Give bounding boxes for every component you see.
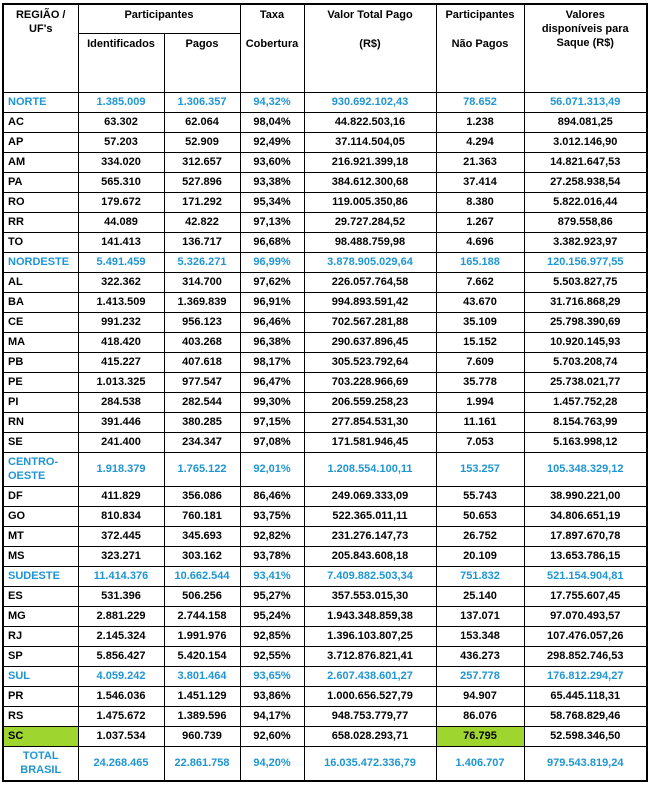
valores-saque-cell: 27.258.938,54 xyxy=(524,173,647,193)
taxa-cobertura-cell: 94,17% xyxy=(240,707,304,727)
valores-saque-cell: 25.738.021,77 xyxy=(524,373,647,393)
table-row xyxy=(3,173,647,193)
region-uf-cell: BA xyxy=(3,293,78,313)
identificados-cell: 11.414.376 xyxy=(78,567,164,587)
header-participantes-nao-pagos xyxy=(436,4,524,93)
taxa-cobertura-cell: 96,99% xyxy=(240,253,304,273)
valores-saque-cell: 879.558,86 xyxy=(524,213,647,233)
nao-pagos-cell: 1.267 xyxy=(436,213,524,233)
identificados-cell: 531.396 xyxy=(78,587,164,607)
header-valor-line1: Valor Total Pago xyxy=(327,9,413,21)
valores-saque-cell: 31.716.868,29 xyxy=(524,293,647,313)
valores-saque-cell: 52.598.346,50 xyxy=(524,727,647,747)
region-uf-cell: MS xyxy=(3,547,78,567)
nao-pagos-cell: 37.414 xyxy=(436,173,524,193)
nao-pagos-cell: 76.795 xyxy=(436,727,524,747)
table-row xyxy=(3,453,647,487)
pagos-cell: 10.662.544 xyxy=(164,567,240,587)
identificados-cell: 5.856.427 xyxy=(78,647,164,667)
pagos-cell: 42.822 xyxy=(164,213,240,233)
valores-saque-cell: 17.755.607,45 xyxy=(524,587,647,607)
valor-total-pago-cell: 1.943.348.859,38 xyxy=(304,607,436,627)
taxa-cobertura-cell: 95,27% xyxy=(240,587,304,607)
table-row xyxy=(3,547,647,567)
table-body xyxy=(3,93,647,782)
valores-saque-cell: 5.822.016,44 xyxy=(524,193,647,213)
valor-total-pago-cell: 1.208.554.100,11 xyxy=(304,453,436,487)
header-saque-line1: Valores xyxy=(565,9,605,21)
identificados-cell: 179.672 xyxy=(78,193,164,213)
taxa-cobertura-cell: 93,78% xyxy=(240,547,304,567)
table-row xyxy=(3,607,647,627)
pagos-cell: 171.292 xyxy=(164,193,240,213)
pagos-cell: 314.700 xyxy=(164,273,240,293)
taxa-cobertura-cell: 96,68% xyxy=(240,233,304,253)
identificados-cell: 57.203 xyxy=(78,133,164,153)
taxa-cobertura-cell: 96,47% xyxy=(240,373,304,393)
nao-pagos-cell: 94.907 xyxy=(436,687,524,707)
identificados-cell: 1.385.009 xyxy=(78,93,164,113)
identificados-cell: 391.446 xyxy=(78,413,164,433)
header-taxa-cobertura xyxy=(240,4,304,93)
pagos-cell: 1.991.976 xyxy=(164,627,240,647)
table-row xyxy=(3,113,647,133)
nao-pagos-cell: 35.778 xyxy=(436,373,524,393)
region-uf-cell: SUDESTE xyxy=(3,567,78,587)
region-uf-cell: RO xyxy=(3,193,78,213)
taxa-cobertura-cell: 93,86% xyxy=(240,687,304,707)
table-row xyxy=(3,333,647,353)
taxa-cobertura-cell: 93,65% xyxy=(240,667,304,687)
valor-total-pago-cell: 216.921.399,18 xyxy=(304,153,436,173)
valor-total-pago-cell: 702.567.281,88 xyxy=(304,313,436,333)
region-uf-cell: SP xyxy=(3,647,78,667)
region-uf-cell: ES xyxy=(3,587,78,607)
pagos-cell: 380.285 xyxy=(164,413,240,433)
region-uf-cell: DF xyxy=(3,487,78,507)
table-row xyxy=(3,373,647,393)
nao-pagos-cell: 8.380 xyxy=(436,193,524,213)
identificados-cell: 1.918.379 xyxy=(78,453,164,487)
valor-total-pago-cell: 305.523.792,64 xyxy=(304,353,436,373)
taxa-cobertura-cell: 92,85% xyxy=(240,627,304,647)
valores-saque-cell: 5.703.208,74 xyxy=(524,353,647,373)
valores-saque-cell: 34.806.651,19 xyxy=(524,507,647,527)
identificados-cell: 63.302 xyxy=(78,113,164,133)
taxa-cobertura-cell: 98,17% xyxy=(240,353,304,373)
pagos-cell: 356.086 xyxy=(164,487,240,507)
region-uf-cell: AM xyxy=(3,153,78,173)
valor-total-pago-cell: 16.035.472.336,79 xyxy=(304,747,436,782)
valor-total-pago-cell: 357.553.015,30 xyxy=(304,587,436,607)
taxa-cobertura-cell: 98,04% xyxy=(240,113,304,133)
nao-pagos-cell: 4.294 xyxy=(436,133,524,153)
identificados-cell: 5.491.459 xyxy=(78,253,164,273)
header-valor-line2: (R$) xyxy=(359,37,381,50)
valor-total-pago-cell: 37.114.504,05 xyxy=(304,133,436,153)
table-row xyxy=(3,153,647,173)
identificados-cell: 2.881.229 xyxy=(78,607,164,627)
valores-saque-cell: 979.543.819,24 xyxy=(524,747,647,782)
table-row xyxy=(3,747,647,782)
nao-pagos-cell: 7.662 xyxy=(436,273,524,293)
nao-pagos-cell: 7.053 xyxy=(436,433,524,453)
header-saque-line2: disponíveis para xyxy=(541,22,629,35)
nao-pagos-cell: 43.670 xyxy=(436,293,524,313)
valor-total-pago-cell: 171.581.946,45 xyxy=(304,433,436,453)
table-row xyxy=(3,353,647,373)
nao-pagos-cell: 20.109 xyxy=(436,547,524,567)
table-row xyxy=(3,93,647,113)
nao-pagos-cell: 26.752 xyxy=(436,527,524,547)
valores-saque-cell: 1.457.752,28 xyxy=(524,393,647,413)
identificados-cell: 991.232 xyxy=(78,313,164,333)
pagos-cell: 1.451.129 xyxy=(164,687,240,707)
taxa-cobertura-cell: 97,62% xyxy=(240,273,304,293)
identificados-cell: 415.227 xyxy=(78,353,164,373)
table-row xyxy=(3,253,647,273)
header-region-line2: UF's xyxy=(29,22,53,35)
table-row xyxy=(3,193,647,213)
identificados-cell: 372.445 xyxy=(78,527,164,547)
identificados-cell: 810.834 xyxy=(78,507,164,527)
nao-pagos-cell: 21.363 xyxy=(436,153,524,173)
table-row xyxy=(3,293,647,313)
header-naopagos-line1: Participantes xyxy=(445,9,515,21)
valores-saque-cell: 58.768.829,46 xyxy=(524,707,647,727)
identificados-cell: 4.059.242 xyxy=(78,667,164,687)
header-valores-saque xyxy=(524,4,647,93)
pagos-cell: 960.739 xyxy=(164,727,240,747)
pagos-cell: 527.896 xyxy=(164,173,240,193)
identificados-cell: 2.145.324 xyxy=(78,627,164,647)
valores-saque-cell: 105.348.329,12 xyxy=(524,453,647,487)
table-row xyxy=(3,627,647,647)
identificados-cell: 284.538 xyxy=(78,393,164,413)
valor-total-pago-cell: 1.396.103.807,25 xyxy=(304,627,436,647)
taxa-cobertura-cell: 96,38% xyxy=(240,333,304,353)
valores-saque-cell: 38.990.221,00 xyxy=(524,487,647,507)
pagos-cell: 345.693 xyxy=(164,527,240,547)
identificados-cell: 24.268.465 xyxy=(78,747,164,782)
valor-total-pago-cell: 948.753.779,77 xyxy=(304,707,436,727)
identificados-cell: 1.413.509 xyxy=(78,293,164,313)
taxa-cobertura-cell: 97,15% xyxy=(240,413,304,433)
table-row xyxy=(3,413,647,433)
valor-total-pago-cell: 658.028.293,71 xyxy=(304,727,436,747)
valor-total-pago-cell: 290.637.896,45 xyxy=(304,333,436,353)
pagos-cell: 1.369.839 xyxy=(164,293,240,313)
taxa-cobertura-cell: 93,75% xyxy=(240,507,304,527)
table-row xyxy=(3,687,647,707)
table-row xyxy=(3,433,647,453)
identificados-cell: 411.829 xyxy=(78,487,164,507)
valor-total-pago-cell: 7.409.882.503,34 xyxy=(304,567,436,587)
taxa-cobertura-cell: 96,91% xyxy=(240,293,304,313)
region-uf-cell: AL xyxy=(3,273,78,293)
nao-pagos-cell: 25.140 xyxy=(436,587,524,607)
nao-pagos-cell: 436.273 xyxy=(436,647,524,667)
taxa-cobertura-cell: 92,49% xyxy=(240,133,304,153)
valores-saque-cell: 521.154.904,81 xyxy=(524,567,647,587)
pagos-cell: 52.909 xyxy=(164,133,240,153)
nao-pagos-cell: 86.076 xyxy=(436,707,524,727)
nao-pagos-cell: 7.609 xyxy=(436,353,524,373)
table-row xyxy=(3,707,647,727)
region-uf-cell: PB xyxy=(3,353,78,373)
valores-saque-cell: 14.821.647,53 xyxy=(524,153,647,173)
taxa-cobertura-cell: 86,46% xyxy=(240,487,304,507)
identificados-cell: 241.400 xyxy=(78,433,164,453)
valores-saque-cell: 176.812.294,27 xyxy=(524,667,647,687)
valor-total-pago-cell: 2.607.438.601,27 xyxy=(304,667,436,687)
valores-saque-cell: 5.503.827,75 xyxy=(524,273,647,293)
valor-total-pago-cell: 522.365.011,11 xyxy=(304,507,436,527)
nao-pagos-cell: 153.257 xyxy=(436,453,524,487)
valor-total-pago-cell: 1.000.656.527,79 xyxy=(304,687,436,707)
pagos-cell: 1.389.596 xyxy=(164,707,240,727)
region-uf-cell: RS xyxy=(3,707,78,727)
region-uf-cell: RR xyxy=(3,213,78,233)
pagos-cell: 403.268 xyxy=(164,333,240,353)
nao-pagos-cell: 4.696 xyxy=(436,233,524,253)
valor-total-pago-cell: 384.612.300,68 xyxy=(304,173,436,193)
valor-total-pago-cell: 703.228.966,69 xyxy=(304,373,436,393)
header-region-line1: REGIÃO / xyxy=(15,9,66,21)
valores-saque-cell: 298.852.746,53 xyxy=(524,647,647,667)
valor-total-pago-cell: 206.559.258,23 xyxy=(304,393,436,413)
valor-total-pago-cell: 994.893.591,42 xyxy=(304,293,436,313)
table-row xyxy=(3,647,647,667)
valores-saque-cell: 120.156.977,55 xyxy=(524,253,647,273)
region-uf-cell: MG xyxy=(3,607,78,627)
pagos-cell: 5.326.271 xyxy=(164,253,240,273)
region-uf-cell: SUL xyxy=(3,667,78,687)
nao-pagos-cell: 165.188 xyxy=(436,253,524,273)
region-uf-cell: RJ xyxy=(3,627,78,647)
region-uf-cell: PI xyxy=(3,393,78,413)
pagos-cell: 956.123 xyxy=(164,313,240,333)
valores-saque-cell: 25.798.390,69 xyxy=(524,313,647,333)
pagos-cell: 760.181 xyxy=(164,507,240,527)
header-taxa-line1: Taxa xyxy=(259,9,285,21)
valor-total-pago-cell: 44.822.503,16 xyxy=(304,113,436,133)
table-row xyxy=(3,487,647,507)
nao-pagos-cell: 35.109 xyxy=(436,313,524,333)
header-participantes: Participantes xyxy=(78,4,240,34)
taxa-cobertura-cell: 96,46% xyxy=(240,313,304,333)
pagos-cell: 977.547 xyxy=(164,373,240,393)
valores-saque-cell: 3.012.146,90 xyxy=(524,133,647,153)
region-uf-cell: CENTRO-OESTE xyxy=(3,453,78,487)
pagos-cell: 5.420.154 xyxy=(164,647,240,667)
table-header xyxy=(3,4,647,93)
pagos-cell: 1.306.357 xyxy=(164,93,240,113)
nao-pagos-cell: 78.652 xyxy=(436,93,524,113)
pagos-cell: 282.544 xyxy=(164,393,240,413)
pagos-cell: 3.801.464 xyxy=(164,667,240,687)
valor-total-pago-cell: 226.057.764,58 xyxy=(304,273,436,293)
valores-saque-cell: 10.920.145,93 xyxy=(524,333,647,353)
valor-total-pago-cell: 29.727.284,52 xyxy=(304,213,436,233)
header-pagos: Pagos xyxy=(164,34,240,93)
valor-total-pago-cell: 249.069.333,09 xyxy=(304,487,436,507)
region-uf-cell: NORDESTE xyxy=(3,253,78,273)
valores-saque-cell: 65.445.118,31 xyxy=(524,687,647,707)
table-row xyxy=(3,667,647,687)
identificados-cell: 418.420 xyxy=(78,333,164,353)
nao-pagos-cell: 137.071 xyxy=(436,607,524,627)
taxa-cobertura-cell: 92,01% xyxy=(240,453,304,487)
taxa-cobertura-cell: 92,82% xyxy=(240,527,304,547)
identificados-cell: 1.037.534 xyxy=(78,727,164,747)
pagos-cell: 506.256 xyxy=(164,587,240,607)
taxa-cobertura-cell: 95,34% xyxy=(240,193,304,213)
table-row xyxy=(3,313,647,333)
identificados-cell: 44.089 xyxy=(78,213,164,233)
pagos-cell: 136.717 xyxy=(164,233,240,253)
table-row xyxy=(3,567,647,587)
identificados-cell: 1.546.036 xyxy=(78,687,164,707)
taxa-cobertura-cell: 97,08% xyxy=(240,433,304,453)
valor-total-pago-cell: 119.005.350,86 xyxy=(304,193,436,213)
nao-pagos-cell: 153.348 xyxy=(436,627,524,647)
nao-pagos-cell: 1.994 xyxy=(436,393,524,413)
region-uf-cell: PR xyxy=(3,687,78,707)
table-row xyxy=(3,213,647,233)
valor-total-pago-cell: 930.692.102,43 xyxy=(304,93,436,113)
region-uf-cell: MT xyxy=(3,527,78,547)
taxa-cobertura-cell: 92,60% xyxy=(240,727,304,747)
identificados-cell: 141.413 xyxy=(78,233,164,253)
region-uf-cell: AP xyxy=(3,133,78,153)
taxa-cobertura-cell: 93,38% xyxy=(240,173,304,193)
pagos-cell: 22.861.758 xyxy=(164,747,240,782)
valor-total-pago-cell: 98.488.759,98 xyxy=(304,233,436,253)
valores-saque-cell: 107.476.057,26 xyxy=(524,627,647,647)
table-row xyxy=(3,527,647,547)
nao-pagos-cell: 55.743 xyxy=(436,487,524,507)
pagos-cell: 312.657 xyxy=(164,153,240,173)
valor-total-pago-cell: 231.276.147,73 xyxy=(304,527,436,547)
region-uf-cell: GO xyxy=(3,507,78,527)
header-identificados: Identificados xyxy=(78,34,164,93)
identificados-cell: 1.475.672 xyxy=(78,707,164,727)
valores-saque-cell: 8.154.763,99 xyxy=(524,413,647,433)
identificados-cell: 1.013.325 xyxy=(78,373,164,393)
valor-total-pago-cell: 205.843.608,18 xyxy=(304,547,436,567)
pagos-cell: 407.618 xyxy=(164,353,240,373)
valor-total-pago-cell: 277.854.531,30 xyxy=(304,413,436,433)
pagos-cell: 62.064 xyxy=(164,113,240,133)
valor-total-pago-cell: 3.878.905.029,64 xyxy=(304,253,436,273)
pagos-cell: 1.765.122 xyxy=(164,453,240,487)
identificados-cell: 565.310 xyxy=(78,173,164,193)
nao-pagos-cell: 1.406.707 xyxy=(436,747,524,782)
region-uf-cell: TO xyxy=(3,233,78,253)
valores-saque-cell: 5.163.998,12 xyxy=(524,433,647,453)
taxa-cobertura-cell: 97,13% xyxy=(240,213,304,233)
pagos-cell: 234.347 xyxy=(164,433,240,453)
nao-pagos-cell: 50.653 xyxy=(436,507,524,527)
table-row xyxy=(3,587,647,607)
region-uf-cell: CE xyxy=(3,313,78,333)
table-row xyxy=(3,507,647,527)
table-row xyxy=(3,727,647,747)
region-uf-cell: SE xyxy=(3,433,78,453)
table-row xyxy=(3,273,647,293)
table-row xyxy=(3,133,647,153)
region-uf-cell: RN xyxy=(3,413,78,433)
identificados-cell: 322.362 xyxy=(78,273,164,293)
region-uf-cell: MA xyxy=(3,333,78,353)
nao-pagos-cell: 1.238 xyxy=(436,113,524,133)
valores-saque-cell: 97.070.493,57 xyxy=(524,607,647,627)
region-uf-cell: PE xyxy=(3,373,78,393)
header-region-uf xyxy=(3,4,78,93)
taxa-cobertura-cell: 94,20% xyxy=(240,747,304,782)
nao-pagos-cell: 11.161 xyxy=(436,413,524,433)
valores-saque-cell: 894.081,25 xyxy=(524,113,647,133)
region-uf-cell: TOTAL BRASIL xyxy=(3,747,78,782)
taxa-cobertura-cell: 92,55% xyxy=(240,647,304,667)
pagos-cell: 2.744.158 xyxy=(164,607,240,627)
table-row xyxy=(3,393,647,413)
identificados-cell: 334.020 xyxy=(78,153,164,173)
identificados-cell: 323.271 xyxy=(78,547,164,567)
nao-pagos-cell: 15.152 xyxy=(436,333,524,353)
region-uf-cell: AC xyxy=(3,113,78,133)
valores-saque-cell: 17.897.670,78 xyxy=(524,527,647,547)
valores-saque-cell: 56.071.313,49 xyxy=(524,93,647,113)
nao-pagos-cell: 751.832 xyxy=(436,567,524,587)
table-row xyxy=(3,233,647,253)
taxa-cobertura-cell: 93,41% xyxy=(240,567,304,587)
valores-saque-cell: 3.382.923,97 xyxy=(524,233,647,253)
header-saque-line3: Saque (R$) xyxy=(556,36,614,49)
taxa-cobertura-cell: 95,24% xyxy=(240,607,304,627)
nao-pagos-cell: 257.778 xyxy=(436,667,524,687)
region-uf-cell: NORTE xyxy=(3,93,78,113)
valores-saque-cell: 13.653.786,15 xyxy=(524,547,647,567)
region-uf-cell: PA xyxy=(3,173,78,193)
region-uf-cell: SC xyxy=(3,727,78,747)
header-taxa-line2: Cobertura xyxy=(245,37,299,50)
valor-total-pago-cell: 3.712.876.821,41 xyxy=(304,647,436,667)
taxa-cobertura-cell: 94,32% xyxy=(240,93,304,113)
header-naopagos-line2: Não Pagos xyxy=(451,37,509,50)
taxa-cobertura-cell: 93,60% xyxy=(240,153,304,173)
header-valor-total-pago xyxy=(304,4,436,93)
participants-by-region-table xyxy=(2,3,648,782)
taxa-cobertura-cell: 99,30% xyxy=(240,393,304,413)
pagos-cell: 303.162 xyxy=(164,547,240,567)
